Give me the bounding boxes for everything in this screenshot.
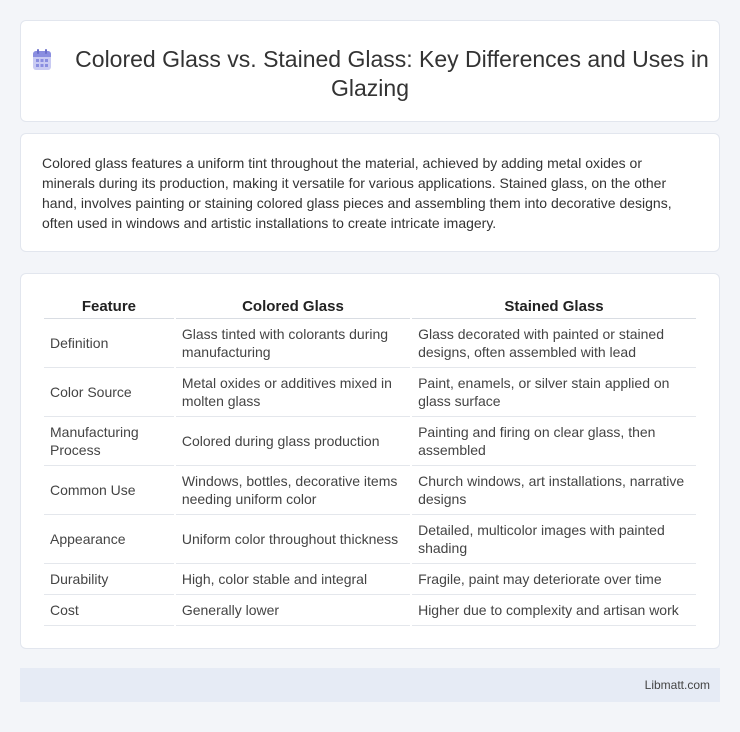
page-title: Colored Glass vs. Stained Glass: Key Differences and Uses in Glazing	[75, 46, 709, 101]
stained-glass-cell: Church windows, art installations, narrative designs	[412, 466, 696, 515]
page-title-block	[21, 45, 719, 103]
stained-glass-cell: Paint, enamels, or silver stain applied on glass surface	[412, 368, 696, 417]
feature-cell: Common Use	[44, 466, 174, 515]
intro-paragraph: Colored glass features a uniform tint throughout the material, achieved by adding metal oxides or minerals during its production, making it versatile for various applications. Stained glass, on the other hand, involves painting or staining colored glass pieces and assembling them into decorative designs, often used in windows and artistic installations to create intricate imagery.	[42, 155, 672, 231]
table-row	[44, 319, 696, 368]
header-stained-glass: Stained Glass	[412, 295, 696, 319]
stained-glass-cell: Painting and firing on clear glass, then assembled	[412, 417, 696, 466]
colored-glass-cell: Generally lower	[176, 595, 410, 626]
header-feature: Feature	[44, 295, 174, 319]
table-row	[44, 564, 696, 595]
table-row	[44, 466, 696, 515]
colored-glass-cell: High, color stable and integral	[176, 564, 410, 595]
footer	[20, 668, 720, 702]
comparison-table	[42, 295, 698, 626]
colored-glass-cell: Metal oxides or additives mixed in molten glass	[176, 368, 410, 417]
stained-glass-cell: Higher due to complexity and artisan work	[412, 595, 696, 626]
colored-glass-cell: Uniform color throughout thickness	[176, 515, 410, 564]
colored-glass-cell: Windows, bottles, decorative items needing uniform color	[176, 466, 410, 515]
feature-cell: Cost	[44, 595, 174, 626]
stained-glass-cell: Fragile, paint may deteriorate over time	[412, 564, 696, 595]
feature-cell: Manufacturing Process	[44, 417, 174, 466]
feature-cell: Definition	[44, 319, 174, 368]
table-header-row	[44, 295, 696, 319]
comparison-table-card	[20, 273, 720, 649]
table-row	[44, 595, 696, 626]
table-row	[44, 515, 696, 564]
title-card	[20, 20, 720, 122]
feature-cell: Durability	[44, 564, 174, 595]
stained-glass-cell: Detailed, multicolor images with painted shading	[412, 515, 696, 564]
intro-card	[20, 133, 720, 252]
footer-brand-link[interactable]: Libmatt.com	[644, 678, 710, 692]
calendar-icon	[31, 48, 53, 70]
feature-cell: Appearance	[44, 515, 174, 564]
header-colored-glass: Colored Glass	[176, 295, 410, 319]
colored-glass-cell: Colored during glass production	[176, 417, 410, 466]
colored-glass-cell: Glass tinted with colorants during manufacturing	[176, 319, 410, 368]
stained-glass-cell: Glass decorated with painted or stained designs, often assembled with lead	[412, 319, 696, 368]
table-row	[44, 417, 696, 466]
feature-cell: Color Source	[44, 368, 174, 417]
table-row	[44, 368, 696, 417]
